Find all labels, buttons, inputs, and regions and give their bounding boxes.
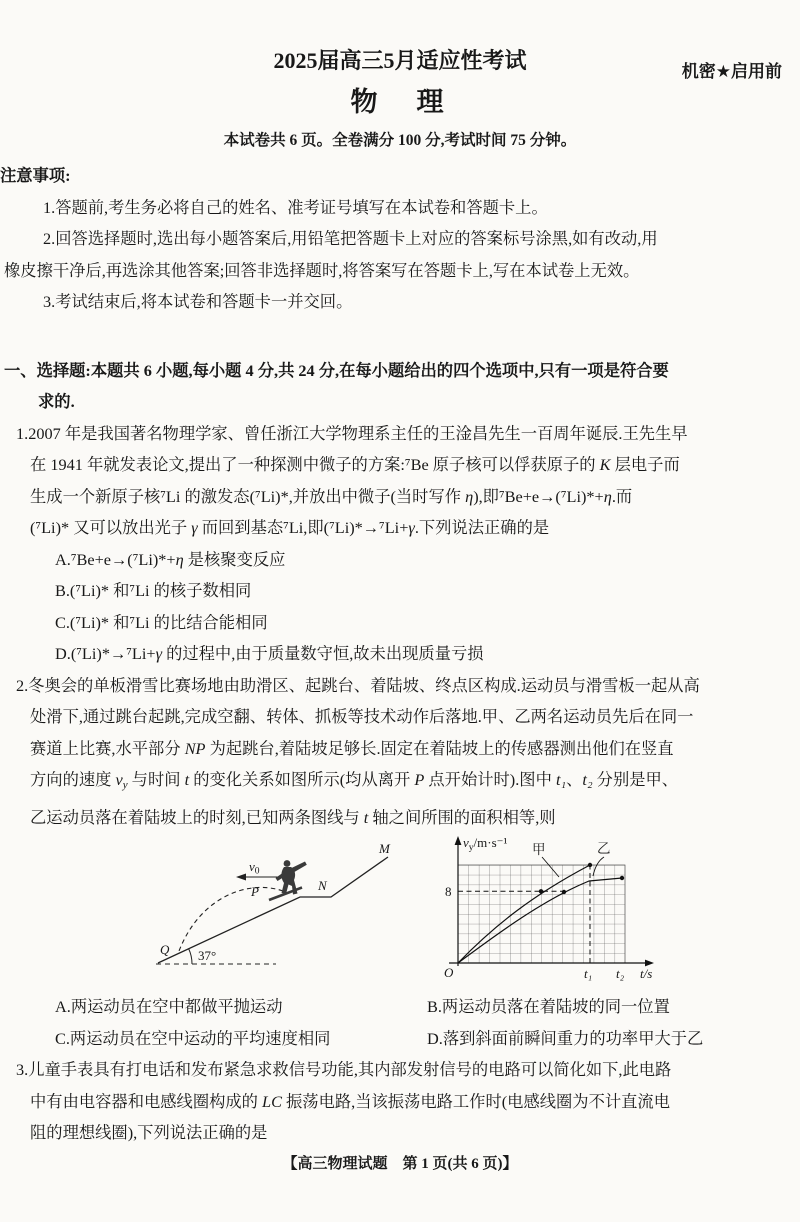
q2-line-5: 乙运动员落在着陆坡上的时刻,已知两条图线与 t 轴之间所围的面积相等,则 bbox=[30, 807, 556, 827]
q2-line-4: 方向的速度 vy 与时间 t 的变化关系如图所示(均从离开 P 点开始计时).图中 t₁、t₂ 分别是甲、 bbox=[30, 770, 679, 791]
trajectory-path bbox=[179, 887, 283, 951]
note-line-1: 1.答题前,考生务必将自己的姓名、准考证号填写在本试卷和答题卡上。 bbox=[43, 197, 548, 217]
q1-option-d: D.(⁷Li)*→⁷Li+γ 的过程中,由于质量数守恒,故未出现质量亏损 bbox=[55, 644, 484, 663]
x-tick-t1: t₁ bbox=[584, 966, 593, 981]
angle-arc bbox=[189, 948, 193, 964]
q2-options-row-2 bbox=[0, 1023, 800, 1055]
curve-jia-label: 甲 bbox=[532, 842, 546, 857]
question-1 bbox=[0, 418, 800, 670]
q1-line-2: 在 1941 年就发表论文,提出了一种探测中微子的方案:⁷Be 原子核可以俘获原子的 K 层电子而 bbox=[30, 455, 680, 474]
note-line-2a: 2.回答选择题时,选出每小题答案后,用铅笔把答题卡上对应的答案标号涂黑,如有改动,用 bbox=[43, 229, 658, 248]
q1-option-a: A.⁷Be+e→(⁷Li)*+η 是核聚变反应 bbox=[55, 549, 286, 569]
point-label-p: P bbox=[251, 884, 259, 899]
section-1-heading-line-2: 求的. bbox=[38, 392, 75, 411]
q1-line-3: 生成一个新原子核⁷Li 的激发态(⁷Li)*,并放出中微子(当时写作 η),即⁷Be+e→(⁷Li)*+η.而 bbox=[30, 486, 633, 506]
q2-option-a: A.两运动员在空中都做平抛运动 bbox=[55, 997, 283, 1016]
question-2 bbox=[0, 670, 800, 1055]
q2-option-b: B.两运动员落在着陆坡的同一位置 bbox=[427, 997, 670, 1016]
point-label-n: N bbox=[318, 878, 327, 893]
q1-option-b: B.(⁷Li)* 和⁷Li 的核子数相同 bbox=[55, 581, 252, 600]
x-tick-t2: t₂ bbox=[616, 966, 625, 981]
point-label-q: Q bbox=[160, 942, 170, 957]
paper-info: 本试卷共 6 页。全卷满分 100 分,考试时间 75 分钟。 bbox=[223, 132, 577, 149]
curve-yi-label: 乙 bbox=[597, 841, 611, 856]
note-line-3: 3.考试结束后,将本试卷和答题卡一并交回。 bbox=[43, 292, 353, 311]
x-axis-label: t/s bbox=[640, 966, 653, 981]
y-tick-8: 8 bbox=[445, 884, 452, 899]
v0-arrowhead bbox=[236, 874, 246, 881]
page-footer: 【高三物理试题 第 1 页(共 6 页)】 bbox=[282, 1155, 518, 1172]
jia-8-dot bbox=[539, 889, 543, 893]
yi-8-dot bbox=[562, 890, 566, 894]
question-3 bbox=[0, 1054, 800, 1149]
section-1 bbox=[0, 355, 800, 418]
secrecy-label: 机密★启用前 bbox=[681, 62, 782, 81]
notes-heading: 注意事项: bbox=[0, 166, 71, 185]
q2-figures bbox=[0, 833, 800, 991]
section-1-heading-line-1: 一、选择题:本题共 6 小题,每小题 4 分,共 24 分,在每小题给出的四个选项中,只有一项是符合要 bbox=[4, 360, 669, 380]
jia-end-dot bbox=[588, 863, 592, 867]
q2-line-2: 处滑下,通过跳台起跳,完成空翻、转体、抓板等技术动作后落地.甲、乙两名运动员先后在同一 bbox=[30, 707, 694, 726]
q1-line-1: 1.2007 年是我国著名物理学家、曾任浙江大学物理系主任的王淦昌先生一百周年诞辰.王先生早 bbox=[16, 423, 688, 443]
v0-label: v0 bbox=[249, 859, 260, 877]
q2-option-c: C.两运动员在空中运动的平均速度相同 bbox=[55, 1028, 331, 1048]
snowboarder-figure bbox=[269, 860, 307, 900]
notes-block bbox=[0, 160, 800, 318]
q1-line-4: (⁷Li)* 又可以放出光子 γ 而回到基态⁷Li,即(⁷Li)*→⁷Li+γ.下列说法正确的是 bbox=[30, 518, 550, 537]
q2-line-3: 赛道上比赛,水平部分 NP 为起跳台,着陆坡足够长.固定在着陆坡上的传感器测出他们在竖直 bbox=[30, 738, 674, 758]
yi-end-dot bbox=[620, 876, 624, 880]
q2-line-1: 2.冬奥会的单板滑雪比赛场地由助滑区、起跳台、着陆坡、终点区构成.运动员与滑雪板一起从高 bbox=[16, 675, 700, 695]
slope-profile bbox=[158, 857, 388, 963]
q1-option-c: C.(⁷Li)* 和⁷Li 的比结合能相同 bbox=[55, 612, 268, 632]
subject-title: 物 理 bbox=[350, 87, 450, 117]
angle-label: 37° bbox=[198, 948, 217, 963]
vy-t-graph bbox=[437, 831, 702, 991]
q3-line-3: 阻的理想线圈),下列说法正确的是 bbox=[30, 1123, 268, 1142]
note-line-2b: 橡皮擦干净后,再选涂其他答案;回答非选择题时,将答案写在答题卡上,写在本试卷上无效。 bbox=[4, 260, 640, 280]
q2-option-d: D.落到斜面前瞬间重力的功率甲大于乙 bbox=[427, 1028, 704, 1048]
y-axis-label: $v_y/m\cdot s^{-1}$ bbox=[463, 835, 508, 853]
origin-label: O bbox=[444, 965, 454, 980]
q3-line-1: 3.儿童手表具有打电话和发布紧急求救信号功能,其内部发射信号的电路可以简化如下,此电路 bbox=[16, 1060, 672, 1079]
q3-line-2: 中有由电容器和电感线圈构成的 LC 振荡电路,当该振荡电路工作时(电感线圈为不计直流电 bbox=[30, 1091, 670, 1111]
slope-figure bbox=[148, 836, 418, 986]
exam-title: 2025届高三5月适应性考试 bbox=[273, 48, 527, 73]
point-label-m: M bbox=[379, 841, 390, 856]
y-axis-arrowhead bbox=[455, 836, 462, 845]
q2-options-row-1 bbox=[0, 991, 800, 1023]
